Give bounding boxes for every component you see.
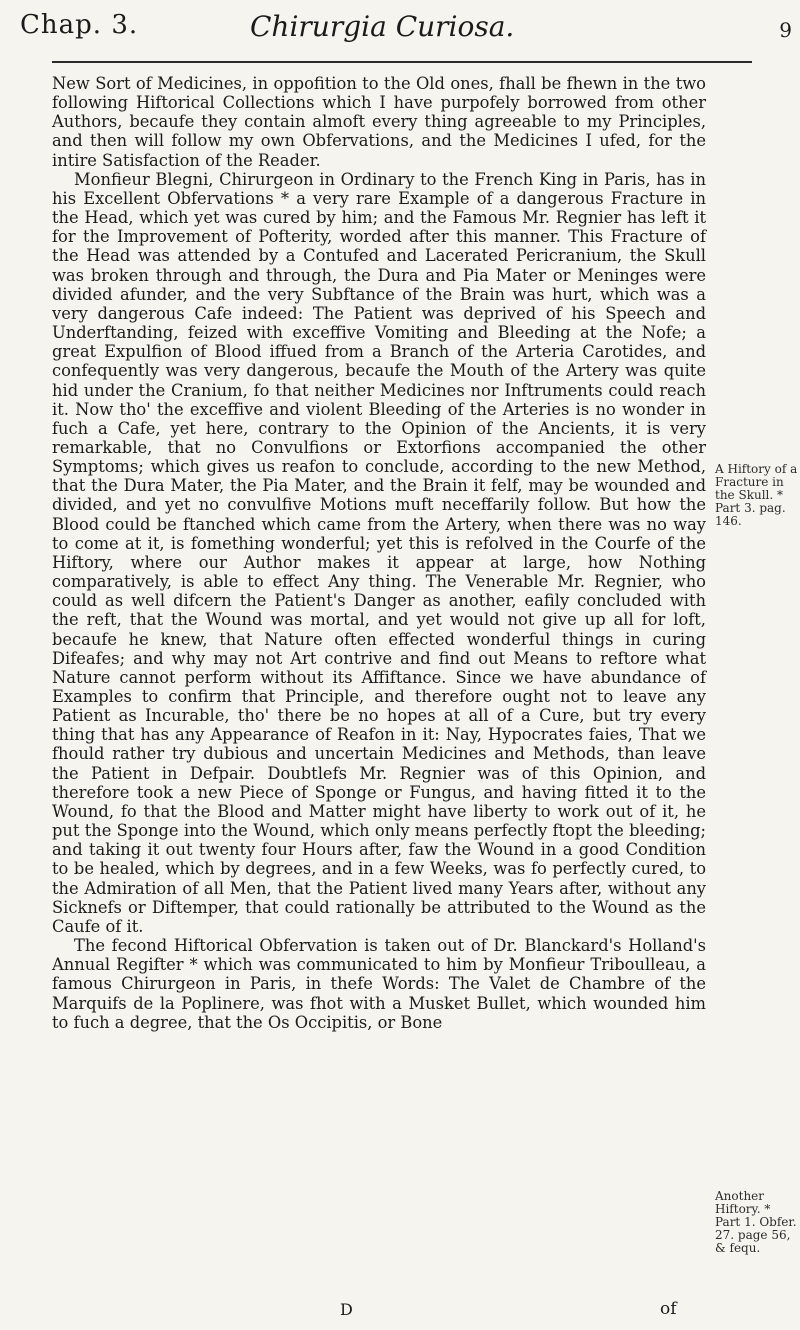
header-rule (52, 61, 752, 63)
page-number: 9 (779, 18, 792, 42)
paragraph-second-history: The fecond Hiftorical Obfervation is taken out of Dr. Blanckard's Holland's Annual Regifter * which was communicated to him by Monfieur Triboulleau, a famous Chirurgeon in Paris, in thefe Words: The Valet de Chambre of the Marquifs de la Poplinere, was fhot with a Musket Bullet, which wounded him to fuch a degree, that the Os Occipitis, or Bone (52, 936, 706, 1032)
body-text (52, 74, 706, 1032)
margin-note-fracture: A Hiftory of a Fracture in the Skull. * Part 3. pag. 146. (715, 462, 798, 528)
chapter-heading: Chap. 3. (20, 10, 139, 40)
running-title: Chirurgia Curiosa. (250, 10, 515, 43)
margin-note-another-history: Another Hiftory. * Part 1. Obfer. 27. page 56, & fequ. (715, 1189, 797, 1255)
signature-mark: D (340, 1300, 353, 1319)
paragraph-intro: New Sort of Medicines, in oppofition to the Old ones, fhall be fhewn in the two following Hiftorical Collections which I have purpofely borrowed from other Authors, becaufe they contain almoft every thing agreeable to my Principles, and then will follow my own Obfervations, and the Medicines I ufed, for the intire Satisfaction of the Reader. (52, 74, 706, 170)
paragraph-first-history: Monfieur Blegni, Chirurgeon in Ordinary to the French King in Paris, has in his Excellent Obfervations * a very rare Example of a dangerous Fracture in the Head, which yet was cured by him; and the Famous Mr. Regnier has left it for the Improvement of Pofterity, worded after this manner. This Fracture of the Head was attended by a Contufed and Lacerated Pericranium, the Skull was broken through and through, the Dura and Pia Mater or Meninges were divided afunder, and the very Subftance of the Brain was hurt, which was a very dangerous Cafe indeed: The Patient was deprived of his Speech and Underftanding, feized with exceffive Vomiting and Bleeding at the Nofe; a great Expulfion of Blood iffued from a Branch of the Arteria Carotides, and confequently was very dangerous, becaufe the Mouth of the Artery was quite hid under the Cranium, fo that neither Medicines nor Inftruments could reach it. Now tho' the exceffive and violent Bleeding of the Arteries is no wonder in fuch a Cafe, yet here, contrary to the Opinion of the Ancients, it is very remarkable, that no Convulfions or Extorfions accompanied the other Symptoms; which gives us reafon to conclude, according to the new Method, that the Dura Mater, the Pia Mater, and the Brain it felf, may be wounded and divided, and yet no convulfive Motions muft neceffarily follow. But how the Blood could be ftanched which came from the Artery, when there was no way to come at it, is fomething wonderful; yet this is refolved in the Courfe of the Hiftory, where our Author makes it appear at large, how Nothing comparatively, is able to effect Any thing. The Venerable Mr. Regnier, who could as well difcern the Patient's Danger as another, eafily concluded with the reft, that the Wound was mortal, and yet would not give up all for loft, becaufe he knew, that Nature often effected wonderful things in curing Difeafes; and why may not Art contrive and find out Means to reftore what Nature cannot perform without its Affiftance. Since we have abundance of Examples to confirm that Principle, and therefore ought not to leave any Patient as Incurable, tho' there be no hopes at all of a Cure, but try every thing that has any Appearance of Reafon in it: Nay, Hypocrates faies, That we fhould rather try dubious and uncertain Medicines and Methods, than leave the Patient in Defpair. Doubtlefs Mr. Regnier was of this Opinion, and therefore took a new Piece of Sponge or Fungus, and having fitted it to the Wound, fo that the Blood and Matter might have liberty to work out of it, he put the Sponge into the Wound, which only means perfectly ftopt the bleeding; and taking it out twenty four Hours after, faw the Wound in a good Condition to be healed, which by degrees, and in a few Weeks, was fo perfectly cured, to the Admiration of all Men, that the Patient lived many Years after, without any Sicknefs or Diftemper, that could rationally be attributed to the Wound as the Caufe of it. (52, 169, 706, 936)
catchword: of (660, 1299, 677, 1319)
